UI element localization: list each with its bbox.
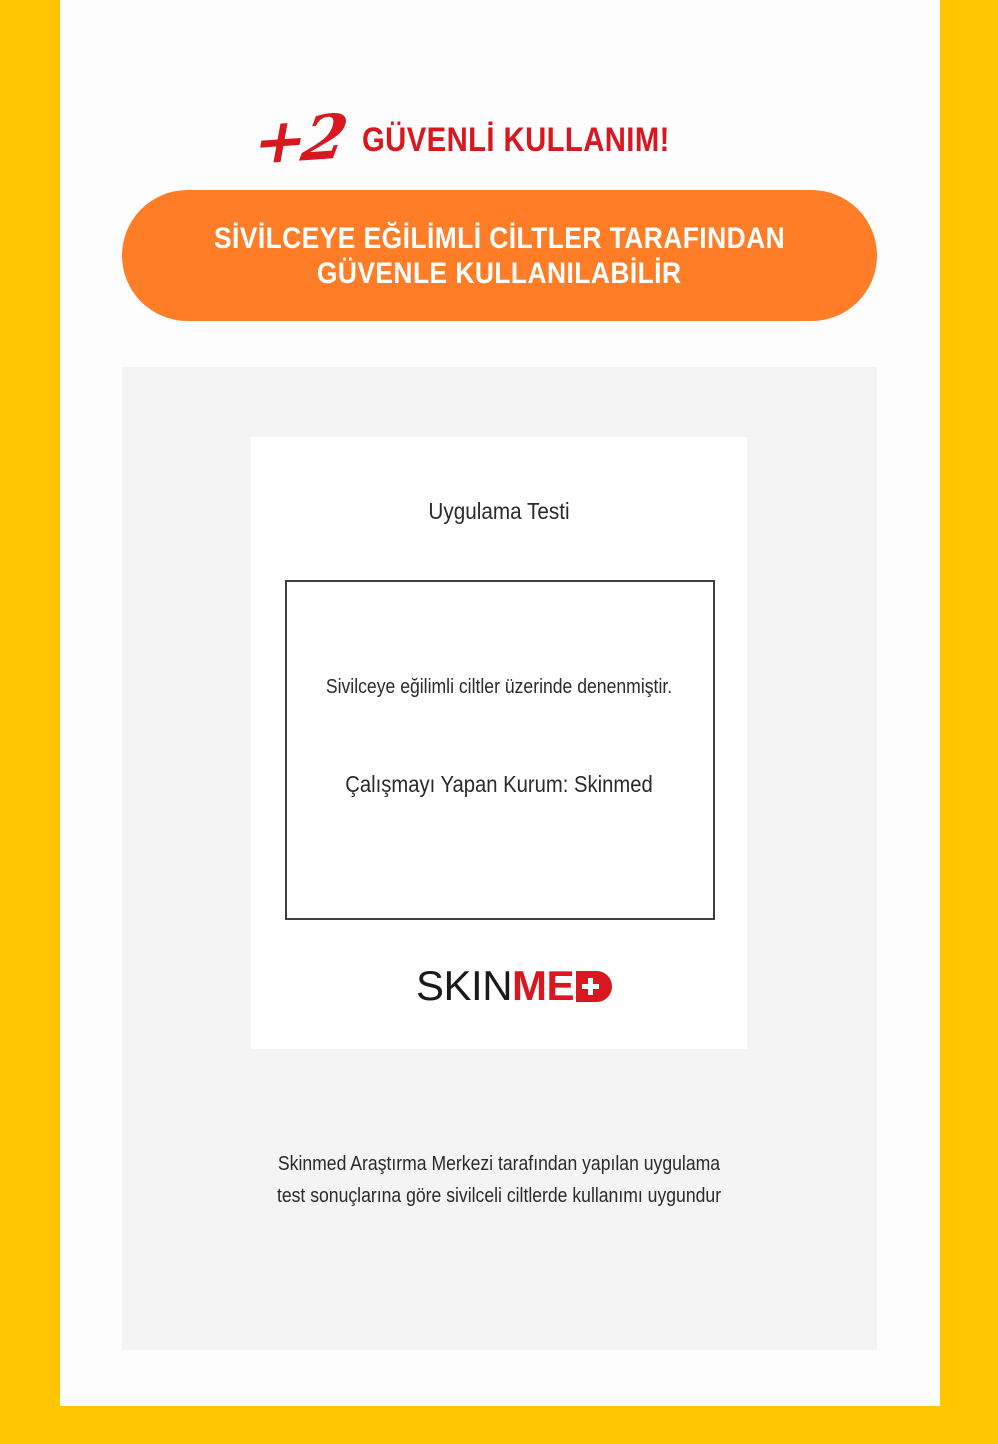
skinmed-logo xyxy=(416,962,612,1010)
footer-line-1: Skinmed Araştırma Merkezi tarafından yapılan uygulama xyxy=(277,1153,721,1175)
test-result-box xyxy=(285,580,715,920)
headline xyxy=(247,100,720,179)
logo-text-skin: SKIN xyxy=(416,962,513,1009)
test-institution: Çalışmayı Yapan Kurum: Skinmed xyxy=(345,771,653,797)
footer-note xyxy=(0,1148,998,1212)
banner-line-2: GÜVENLE KULLANILABİLİR xyxy=(317,256,682,290)
banner-pill xyxy=(122,190,877,321)
headline-text: GÜVENLİ KULLANIM! xyxy=(362,120,670,159)
card-title: Uygulama Testi xyxy=(428,498,570,524)
footer-line-2: test sonuçlarına göre sivilceli ciltlerde kullanımı uygundur xyxy=(276,1185,722,1207)
test-statement: Sivilceye eğilimli ciltler üzerinde denenmiştir. xyxy=(325,676,673,698)
banner-line-1: SİVİLCEYE EĞİLİMLİ CİLTLER TARAFINDAN xyxy=(213,221,786,255)
plus-two-mark: +2 xyxy=(247,100,350,179)
medical-cross-icon xyxy=(576,971,612,1002)
logo-text-me: ME xyxy=(512,962,575,1009)
